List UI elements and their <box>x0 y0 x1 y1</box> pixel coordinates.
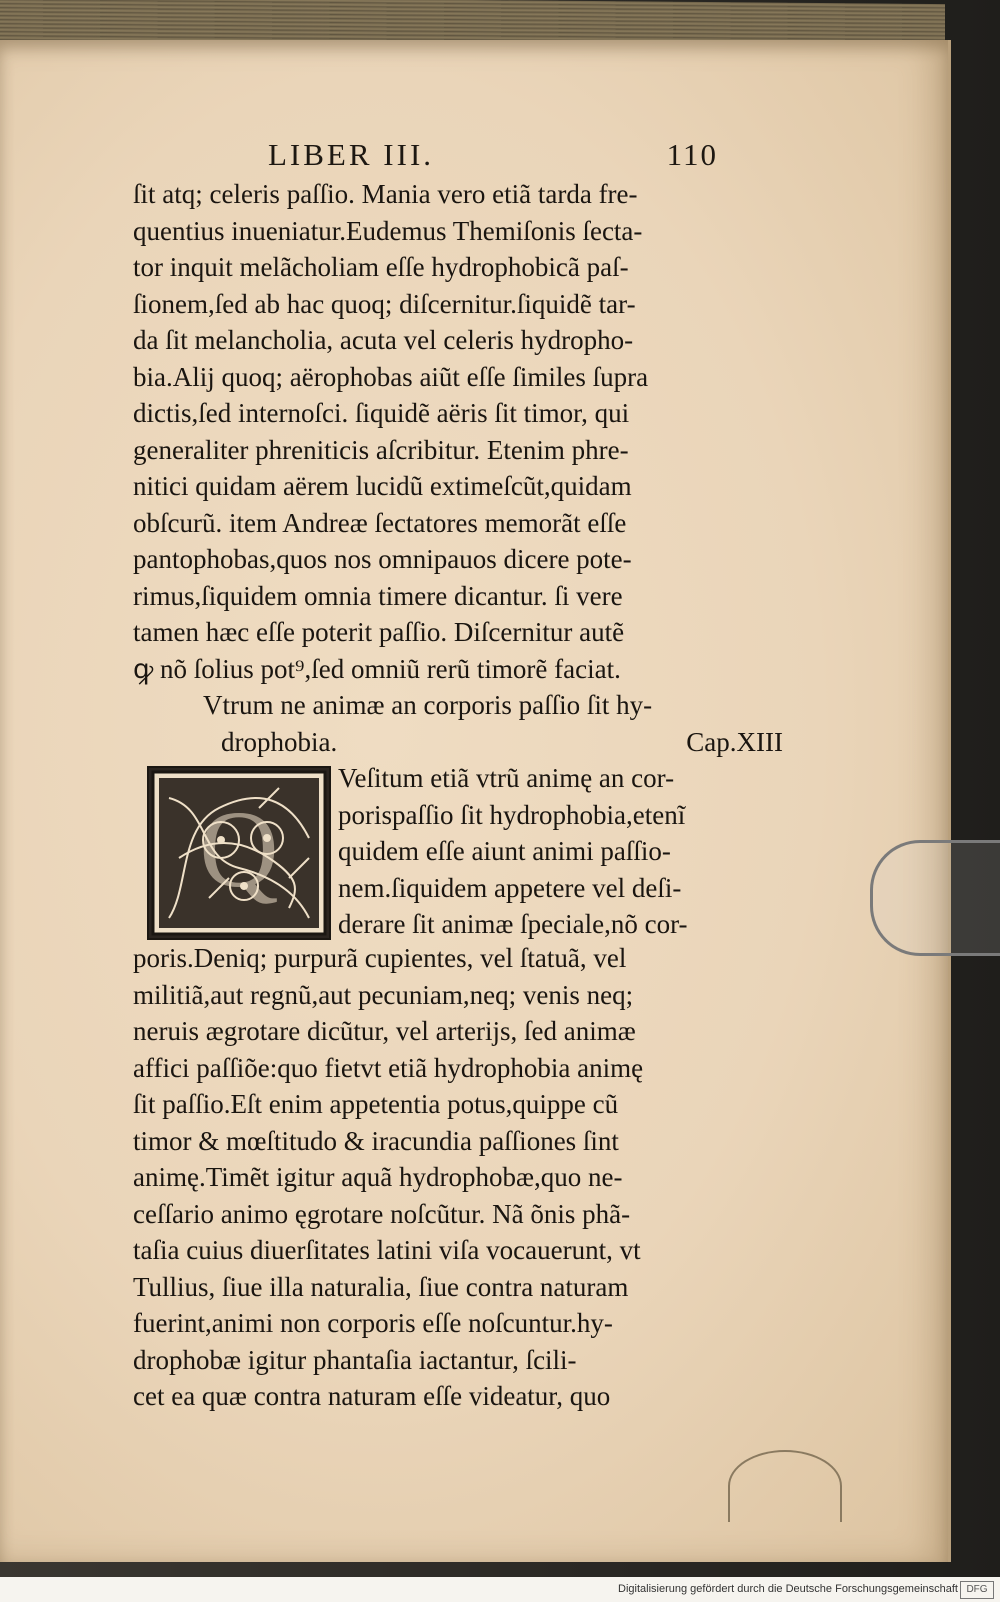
dfg-logo-icon: DFG <box>960 1581 994 1599</box>
text-line: obſcurũ. item Andreæ ſectatores memorãt eſſe <box>133 507 627 538</box>
text-line: derare ſit animæ ſpeciale,nõ cor- <box>338 909 688 939</box>
text-line: taſia cuius diuerſitates latini viſa vocauerunt, vt <box>133 1235 641 1265</box>
text-line: ꝙ nõ ſolius pot⁹,ſed omniũ rerũ timorẽ faciat. <box>133 653 621 684</box>
body-text <box>133 176 783 1415</box>
text-line: militiã,aut regnũ,aut pecuniam,neq; venis neq; <box>133 979 634 1010</box>
text-line: porispaſſio ſit hydrophobia,etenĩ <box>338 799 686 830</box>
text-line: quidem eſſe aiunt animi paſſio- <box>338 836 671 866</box>
chapter-number: Cap.XIII <box>686 726 783 757</box>
drop-initial-block <box>133 760 773 940</box>
chapter-heading-line-1: Vtrum ne animæ an corporis paſſio ſit hy- <box>203 690 653 720</box>
text-line: cet ea quæ contra naturam eſſe videatur, quo <box>133 1381 611 1411</box>
text-line: bia.Alij quoq; aërophobas aiũt eſſe ſimiles ſupra <box>133 361 649 392</box>
page-tab <box>728 1450 842 1522</box>
text-line: Veſitum etiã vtrũ animę an cor- <box>338 763 675 793</box>
text-line: generaliter phreniticis aſcribitur. Etenim phre- <box>133 434 629 465</box>
text-line: ſit atq; celeris paſſio. Mania vero etiã tarda fre- <box>133 179 638 209</box>
footer-bar <box>0 1577 1000 1602</box>
decorated-initial-icon <box>147 766 331 940</box>
text-line: tor inquit melãcholiam eſſe hydrophobicã paſ- <box>133 252 629 282</box>
initial-letter: Q <box>199 788 279 910</box>
text-line: nitici quidam aërem lucidũ extimeſcũt,quidam <box>133 471 632 501</box>
text-line: neruis ægrotare dicũtur, vel arterijs, ſed animæ <box>133 1016 636 1046</box>
text-line: fuerint,animi non corporis eſſe noſcuntur.hy- <box>133 1308 613 1338</box>
drop-lines <box>338 760 778 943</box>
text-line: ceſſario animo ęgrotare noſcũtur. Nã õnis phã- <box>133 1198 631 1229</box>
text-line: ſionem,ſed ab hac quoq; diſcernitur.ſiquidẽ tar- <box>133 288 636 319</box>
text-line: rimus,ſiquidem omnia timere dicantur. ſi vere <box>133 580 623 611</box>
paragraph-before <box>133 176 773 687</box>
text-line: Tullius, ſiue illa naturalia, ſiue contra naturam <box>133 1271 629 1302</box>
text-line: da ſit melancholia, acuta vel celeris hydropho- <box>133 325 634 355</box>
footer-credit: Digitalisierung gefördert durch die Deutsche Forschungsgemeinschaft <box>618 1583 958 1595</box>
running-head <box>268 137 718 177</box>
text-line: dictis,ſed internoſci. ſiquidẽ aëris ſit timor, qui <box>133 398 630 428</box>
chapter-heading-line-2 <box>133 724 783 761</box>
paragraph-after <box>133 940 773 1415</box>
text-line: animę.Timẽt igitur aquã hydrophobæ,quo ne- <box>133 1162 623 1192</box>
text-line: affici paſſiõe:quo fietvt etiã hydrophobia animę <box>133 1052 644 1083</box>
page-number: 110 <box>666 137 718 172</box>
text-line: drophobæ igitur phantaſia iactantur, ſcili- <box>133 1344 577 1375</box>
text-line: ſit paſſio.Eſt enim appetentia potus,quippe cũ <box>133 1089 619 1119</box>
page-clip <box>870 840 1000 956</box>
text-line: timor & mœſtitudo & iracundia paſſiones ſint <box>133 1125 619 1156</box>
running-head-title: LIBER III. <box>268 137 435 172</box>
text-line: tamen hæc eſſe poterit paſſio. Diſcernitur autẽ <box>133 617 625 647</box>
text-line: poris.Deniq; purpurã cupientes, vel ſtatuã, vel <box>133 943 627 973</box>
text-line: pantophobas,quos nos omnipauos dicere pote- <box>133 544 632 574</box>
text-line: nem.ſiquidem appetere vel deſi- <box>338 872 682 903</box>
chapter-heading-title: drophobia. <box>221 726 338 757</box>
text-line: quentius inueniatur.Eudemus Themiſonis ſecta- <box>133 215 643 246</box>
